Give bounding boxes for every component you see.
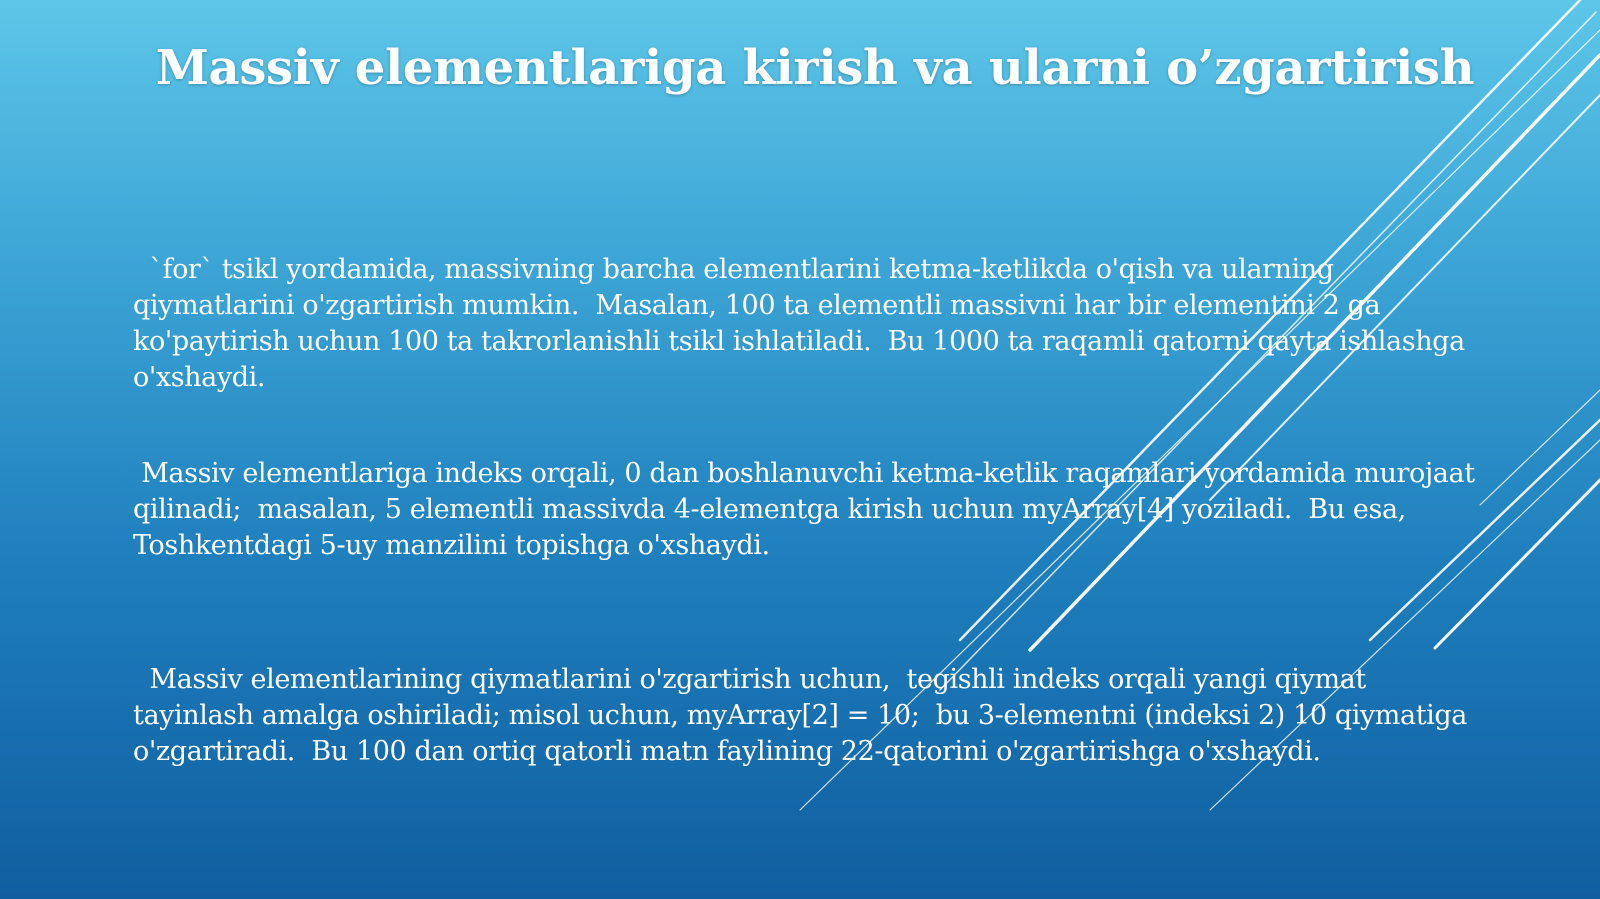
deco-line	[1480, 390, 1600, 505]
paragraph-value-change: Massiv elementlarining qiymatlarini o'zgartirish uchun, tegishli indeks orqali yangi qiymat tayinlash amalga oshiriladi; misol uchun, myArray[2] = 10; bu 3-elementni (indeksi 2) 10 qiymatiga o'zgartiradi. Bu 100 dan ortiq qatorli matn faylining 22-qatorini o'zgartirishga o'xshaydi.	[133, 664, 1476, 767]
paragraph-for-loop: `for` tsikl yordamida, massivning barcha elementlarini ketma-ketlikda o'qish va ularning qiymatlarini o'zgartirish mumkin. Masalan, 100 ta elementli massivni har bir elementini 2 ga ko'paytirish uchun 100 ta takrorlanishli tsikl ishlatiladi. Bu 1000 ta raqamli qatorni qayta ishlashga o'xshaydi.	[133, 254, 1473, 393]
slide-title: Massiv elementlariga kirish va ularni o’zgartirish	[155, 40, 1475, 96]
paragraph-index-access: Massiv elementlariga indeks orqali, 0 dan boshlanuvchi ketma-ketlik raqamlari yordamida murojaat qilinadi; masalan, 5 elementli massivda 4-elementga kirish uchun myArray[4] yoziladi. Bu esa, Toshkentdagi 5-uy manzilini topishga o'xshaydi.	[133, 458, 1483, 561]
